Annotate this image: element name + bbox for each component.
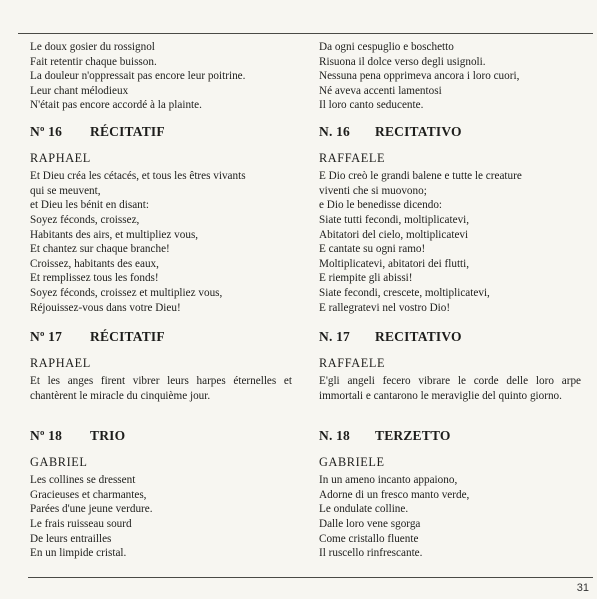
- top-rule: [18, 33, 593, 34]
- section-heading: [319, 429, 581, 444]
- section-16: [30, 125, 298, 315]
- verse-line: Come cristallo fluente: [319, 532, 419, 545]
- section-number: N. 16: [319, 124, 350, 139]
- speaker-name: RAFFAELE: [319, 355, 386, 370]
- verse-line: Parées d'une jeune verdure.: [30, 503, 153, 516]
- verse-line: e Dio le benedisse dicendo:: [319, 199, 443, 212]
- verse-line: En un limpide cristal.: [30, 547, 127, 560]
- page-number: 31: [576, 582, 589, 594]
- section-heading: [30, 125, 298, 140]
- verse-line: Abitatori del cielo, moltiplicatevi: [319, 228, 469, 241]
- verse-line: Da ogni cespuglio e boschetto: [319, 41, 454, 53]
- section-heading: [30, 429, 298, 444]
- verse-line: Réjouissez-vous dans votre Dieu!: [30, 301, 181, 314]
- section-number: Nº 17: [30, 329, 63, 344]
- section-number: N. 17: [319, 329, 350, 344]
- verse-line: E cantate su ogni ramo!: [319, 243, 426, 256]
- verse-line: Le doux gosier du rossignol: [30, 41, 155, 53]
- speaker-name: RAPHAEL: [30, 355, 91, 370]
- verse-line: Soyez féconds, croissez,: [30, 213, 140, 226]
- verse-line: Nessuna pena opprimeva ancora i loro cuori,: [319, 70, 520, 83]
- verse-line: Fait retentir chaque buisson.: [30, 55, 157, 68]
- verse-line: Soyez féconds, croissez et multipliez vous,: [30, 286, 223, 299]
- section-heading: [319, 125, 581, 140]
- verse-line: Risuona il dolce verso degli usignoli.: [319, 55, 486, 68]
- section-heading: [30, 330, 298, 345]
- verse-line: Siate tutti fecondi, moltiplicatevi,: [319, 213, 470, 226]
- verse-line: Et chantez sur chaque branche!: [30, 243, 170, 256]
- verse-line: Il ruscello rinfrescante.: [319, 547, 423, 560]
- speaker-name: GABRIELE: [319, 454, 385, 469]
- verse-line: Né aveva accenti lamentosi: [319, 84, 442, 97]
- verse-line: Dalle loro vene sgorga: [319, 517, 421, 530]
- section-title: TRIO: [90, 428, 126, 443]
- verse-line: E Dio creò le grandi balene e tutte le creature: [319, 170, 522, 183]
- verse-line: De leurs entrailles: [30, 532, 112, 545]
- bottom-rule: [28, 577, 593, 578]
- section-heading: [319, 330, 581, 345]
- verse-line: Le ondulate colline.: [319, 503, 409, 516]
- verse-line: Les collines se dressent: [30, 474, 136, 487]
- verse-line: E rallegratevi nel vostro Dio!: [319, 301, 451, 314]
- verse-line: N'était pas encore accordé à la plainte.: [30, 99, 202, 112]
- verse-line: qui se meuvent,: [30, 184, 101, 197]
- verse-line: Le frais ruisseau sourd: [30, 517, 132, 530]
- verse-line: Habitants des airs, et multipliez vous,: [30, 228, 199, 241]
- intro-stanza: [30, 40, 298, 113]
- section-number: Nº 16: [30, 124, 63, 139]
- section-number: N. 18: [319, 428, 350, 443]
- verse-line: Il loro canto seducente.: [319, 99, 424, 112]
- speaker-name: GABRIEL: [30, 454, 88, 469]
- section-number: Nº 18: [30, 428, 63, 443]
- section-title: RÉCITATIF: [90, 124, 165, 139]
- section-17: [319, 330, 581, 403]
- section-title: RÉCITATIF: [90, 329, 165, 344]
- verse-line: Croissez, habitants des eaux,: [30, 257, 159, 270]
- verse-line: Adorne di un fresco manto verde,: [319, 488, 470, 501]
- section-16: [319, 125, 581, 315]
- verse-line: viventi che si muovono;: [319, 184, 427, 197]
- verse-line: Et Dieu créa les cétacés, et tous les êtres vivants: [30, 170, 246, 183]
- section-title: RECITATIVO: [375, 329, 462, 344]
- recitative-paragraph: Et les anges firent vibrer leurs harpes éternelles et chantèrent le miracle du cinquième jour.: [30, 375, 292, 402]
- verse-line: La douleur n'oppressait pas encore leur poitrine.: [30, 70, 246, 83]
- section-title: TERZETTO: [375, 428, 451, 443]
- section-17: [30, 330, 298, 403]
- verse-line: Siate fecondi, crescete, moltiplicatevi,: [319, 286, 490, 299]
- verse-line: Et remplissez tous les fonds!: [30, 272, 159, 285]
- speaker-name: RAFFAELE: [319, 150, 386, 165]
- verse-line: Moltiplicatevi, abitatori dei flutti,: [319, 257, 470, 270]
- section-18: [319, 429, 581, 561]
- speaker-name: RAPHAEL: [30, 150, 91, 165]
- verse-line: et Dieu les bénit en disant:: [30, 199, 149, 212]
- recitative-paragraph: E'gli angeli fecero vibrare le corde delle loro arpe immortali e cantarono le meraviglie del quinto giorno.: [319, 375, 581, 402]
- verse-line: In un ameno incanto appaiono,: [319, 474, 458, 487]
- intro-stanza: [319, 40, 581, 113]
- verse-line: Leur chant mélodieux: [30, 84, 129, 97]
- section-title: RECITATIVO: [375, 124, 462, 139]
- verse-line: Gracieuses et charmantes,: [30, 488, 147, 501]
- section-18: [30, 429, 298, 561]
- verse-line: E riempite gli abissi!: [319, 272, 413, 285]
